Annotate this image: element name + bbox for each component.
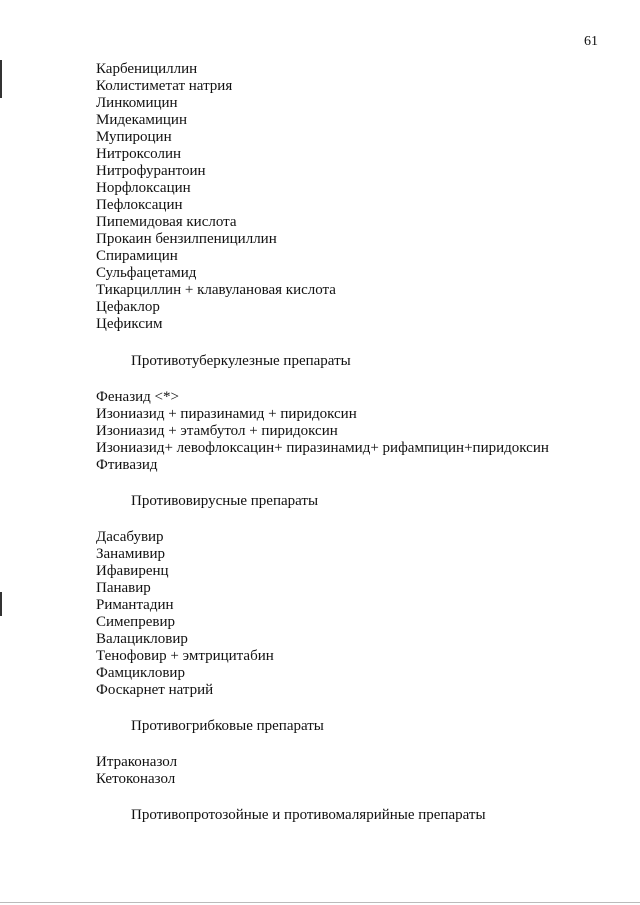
list-item: Ифавиренц [96, 563, 169, 579]
section-heading-antituberculosis: Противотуберкулезные препараты [131, 353, 351, 369]
list-item: Изониазид+ левофлоксацин+ пиразинамид+ рифампицин+пиридоксин [96, 440, 549, 456]
list-item: Изониазид + пиразинамид + пиридоксин [96, 406, 357, 422]
list-item: Нитрофурантоин [96, 163, 206, 179]
list-item: Спирамицин [96, 248, 178, 264]
list-item: Цефаклор [96, 299, 160, 315]
list-item: Карбенициллин [96, 61, 198, 77]
list-item: Изониазид + этамбутол + пиридоксин [96, 423, 338, 439]
section-heading-antiviral: Противовирусные препараты [131, 493, 319, 509]
list-item: Прокаин бензилпенициллин [96, 231, 277, 247]
page-number: 61 [584, 34, 598, 49]
list-item: Итраконазол [96, 754, 178, 770]
list-item: Мупироцин [96, 129, 172, 145]
scan-edge-mark [0, 60, 2, 98]
list-item: Фамцикловир [96, 665, 185, 681]
list-item: Норфлоксацин [96, 180, 191, 196]
list-item: Римантадин [96, 597, 174, 613]
section-heading-antiprotozoal: Противопротозойные и противомалярийные препараты [131, 807, 486, 823]
list-item: Тикарциллин + клавулановая кислота [96, 282, 336, 298]
page-bottom-edge [0, 902, 640, 903]
list-item: Пипемидовая кислота [96, 214, 237, 230]
list-item: Цефиксим [96, 316, 163, 332]
list-item: Сульфацетамид [96, 265, 197, 281]
list-item: Валацикловир [96, 631, 188, 647]
list-item: Занамивир [96, 546, 165, 562]
list-item: Тенофовир + эмтрицитабин [96, 648, 274, 664]
list-item: Линкомицин [96, 95, 178, 111]
list-item: Нитроксолин [96, 146, 182, 162]
list-item: Колистиметат натрия [96, 78, 233, 94]
list-item: Кетоконазол [96, 771, 176, 787]
scan-edge-mark [0, 592, 2, 616]
list-item: Фоскарнет натрий [96, 682, 214, 698]
list-item: Дасабувир [96, 529, 164, 545]
list-item: Панавир [96, 580, 151, 596]
list-item: Мидекамицин [96, 112, 187, 128]
list-item: Феназид <*> [96, 389, 179, 405]
list-item: Пефлоксацин [96, 197, 183, 213]
list-item: Фтивазид [96, 457, 158, 473]
list-item: Симепревир [96, 614, 175, 630]
section-heading-antifungal: Противогрибковые препараты [131, 718, 324, 734]
